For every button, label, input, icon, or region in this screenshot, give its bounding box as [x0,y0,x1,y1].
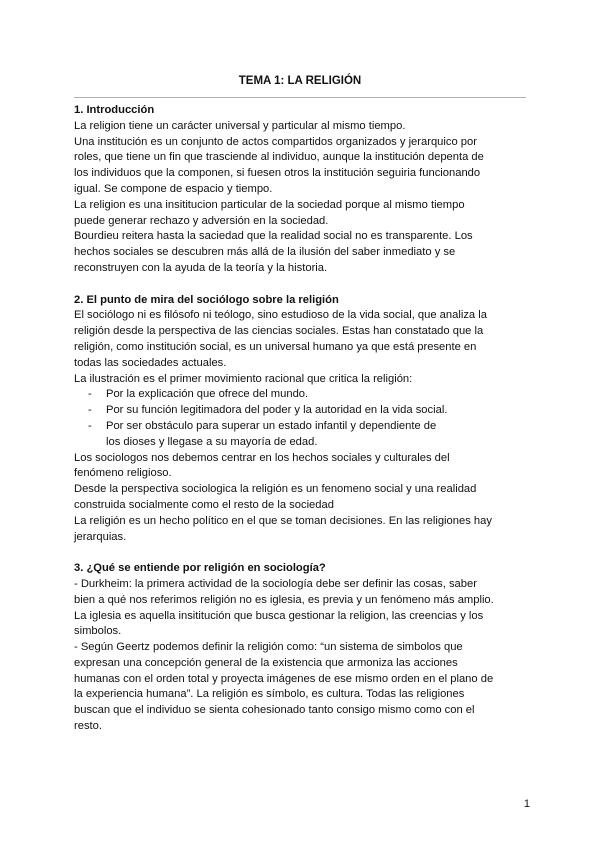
list-item [74,419,530,451]
list-item-line: los dioses y llegase a su mayoría de edad. [106,435,318,448]
list-item [74,403,530,419]
text-line: Los sociologos nos debemos centrar en los hechos sociales y culturales del [74,451,450,464]
list-item-line: Por ser obstáculo para superar un estado infantil y dependiente de [106,419,437,432]
text-line: La ilustración es el primer movimiento racional que critica la religión: [74,372,413,385]
list-item-line: Por su función legitimadora del poder y la autoridad en la vida social. [106,404,448,417]
text-line: jerarquias. [74,530,127,543]
section-que-se-entiende [74,561,530,735]
section-punto-de-mira [74,293,530,546]
title-divider [74,97,526,98]
text-line: todas las sociedades actuales. [74,356,227,369]
section-heading: 3. ¿Qué se entiende por religión en sociología? [74,562,326,575]
critique-list [74,387,530,450]
document-body [74,103,530,751]
text-line: fenómeno religioso. [74,467,172,480]
text-line: hechos sociales se descubren más allá de la ilusión del saber inmediato y se [74,246,456,259]
text-line: La religion es una insititucion particular de la sociedad porque al mismo tiempo [74,198,465,211]
text-line: bien a qué nos referimos religión no es iglesia, es previa y un fenómeno más amplio. [74,593,494,606]
text-line: simbolos. [74,625,122,638]
text-line: religión desde la perspectiva de las ciencias sociales. Estas han constatado que la [74,325,484,338]
text-line: los individuos que la componen, si fuesen otros la institución seguiria funcionando [74,167,481,180]
text-line: puede generar rechazo y adversión en la sociedad. [74,214,329,227]
text-line: La religión es un hecho político en el que se toman decisiones. En las religiones hay [74,514,492,527]
text-line: reconstruyen con la ayuda de la teoría y la historia. [74,261,328,274]
text-line: resto. [74,720,102,733]
dash-bullet: - [88,388,92,401]
text-line: El sociólogo ni es filósofo ni teólogo, sino estudioso de la vida social, que analiza la [74,309,487,322]
page-title: TEMA 1: LA RELIGIÓN [238,75,362,87]
text-line: Una institución es un conjunto de actos compartidos organizados y jerarquico por [74,135,477,148]
text-line: Desde la perspectiva sociologica la religión es un fenomeno social y una realidad [74,483,477,496]
text-line: expresan una concepción general de la existencia que armoniza las acciones [74,656,458,669]
text-line: - Durkheim: la primera actividad de la sociología debe ser definir las cosas, saber [74,577,477,590]
text-line: La iglesia es aquella insititución que busca gestionar la religion, las creencias y los [74,609,484,622]
text-line: - Según Geertz podemos definir la religión como: “un sistema de simbolos que [74,641,463,654]
dash-bullet: - [88,404,92,417]
page-number: 1 [523,798,530,810]
text-line: humanas con el orden total y proyecta imágenes de ese mismo orden en el plano de [74,672,494,685]
dash-bullet: - [88,419,92,432]
section-heading: 1. Introducción [74,104,155,116]
text-line: roles, que tiene un fin que trasciende al individuo, aunque la institución depenta de [74,151,484,164]
list-item-line: Por la explicación que ofrece del mundo. [106,388,309,401]
section-heading: 2. El punto de mira del sociólogo sobre la religión [74,293,339,306]
text-line: buscan que el individuo se sienta cohesionado tanto consigo mismo como con el [74,704,475,717]
list-item [74,387,530,403]
text-line: igual. Se compone de espacio y tiempo. [74,182,273,195]
text-line: La religion tiene un carácter universal y particular al mismo tiempo. [74,119,406,132]
text-line: Bourdieu reitera hasta la saciedad que la realidad social no es transparente. Los [74,230,473,243]
text-line: construida socialmente como el resto de la sociedad [74,498,334,511]
text-line: la experiencia humana”. La religión es símbolo, es cultura. Todas las religiones [74,688,465,701]
text-line: religión, como institución social, es un universal humano ya que está presente en [74,340,477,353]
section-introduccion [74,103,530,277]
